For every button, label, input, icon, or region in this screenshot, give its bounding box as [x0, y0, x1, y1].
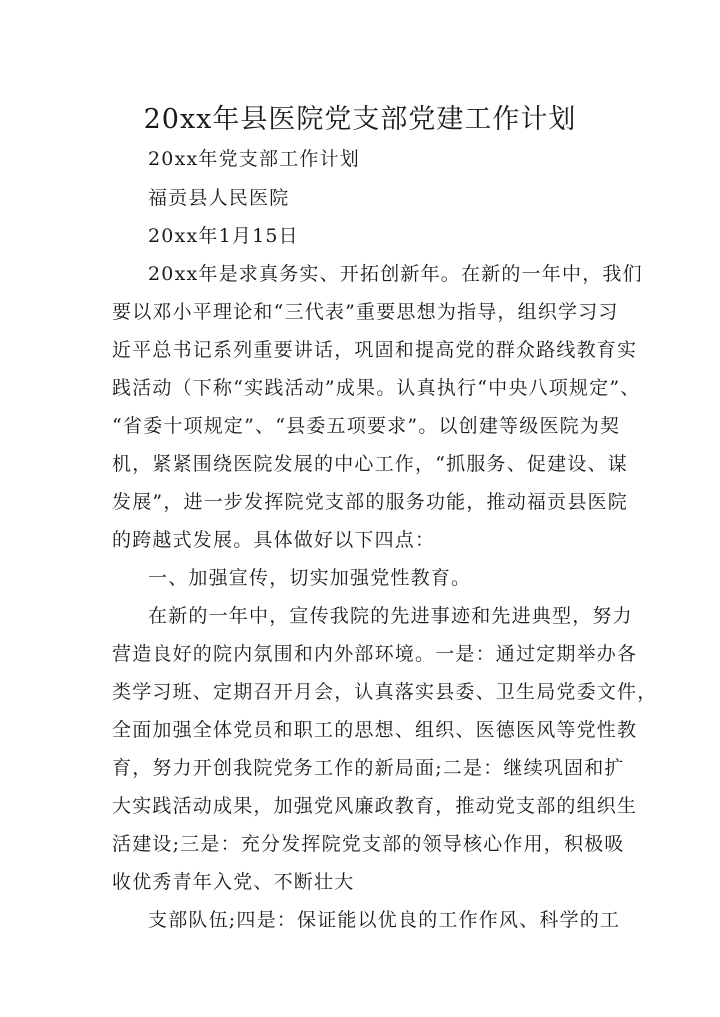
paragraph2-line: 类学习班、定期召开月会，认真落实县委、卫生局党委文件， [112, 681, 658, 703]
paragraph1-line: 发展”，进一步发挥院党支部的服务功能，推动福贡县医院 [112, 491, 628, 513]
document-title: 20xx年县医院党支部党建工作计划 [143, 104, 577, 136]
paragraph2-line: 全面加强全体党员和职工的思想、组织、医德医风等党性教 [112, 719, 638, 741]
header-line-date: 20xx年1月15日 [148, 225, 299, 247]
header-line-hospital: 福贡县人民医院 [148, 187, 290, 209]
header-line-plan: 20xx年党支部工作计划 [148, 148, 361, 170]
section1-heading: 一、加强宣传，切实加强党性教育。 [148, 567, 472, 589]
paragraph1-line: 践活动（下称“实践活动”成果。认真执行“中央八项规定”、 [112, 377, 641, 399]
paragraph2-line: 营造良好的院内氛围和内外部环境。一是：通过定期举办各 [112, 643, 638, 665]
paragraph3-line: 支部队伍;四是：保证能以优良的工作作风、科学的工 [148, 909, 621, 931]
paragraph2-line: 收优秀青年入党、不断壮大 [112, 871, 355, 893]
paragraph1-line: 的跨越式发展。具体做好以下四点： [112, 529, 436, 551]
paragraph1-line: 要以邓小平理论和“三代表”重要思想为指导，组织学习习 [112, 301, 619, 323]
paragraph2-line: 活建设;三是：充分发挥院党支部的领导核心作用，积极吸 [112, 833, 625, 855]
paragraph1-line: “省委十项规定”、“县委五项要求”。以创建等级医院为契 [112, 415, 621, 437]
paragraph1-line: 近平总书记系列重要讲话，巩固和提高党的群众路线教育实 [112, 339, 638, 361]
paragraph2-line: 大实践活动成果，加强党风廉政教育，推动党支部的组织生 [112, 795, 638, 817]
paragraph2-line: 育，努力开创我院党务工作的新局面;二是：继续巩固和扩 [112, 757, 625, 779]
paragraph2-line: 在新的一年中，宣传我院的先进事迹和先进典型，努力 [148, 605, 633, 627]
paragraph1-line: 20xx年是求真务实、开拓创新年。在新的一年中，我们 [148, 263, 643, 285]
paragraph1-line: 机，紧紧围绕医院发展的中心工作，“抓服务、促建设、谋 [112, 453, 628, 475]
